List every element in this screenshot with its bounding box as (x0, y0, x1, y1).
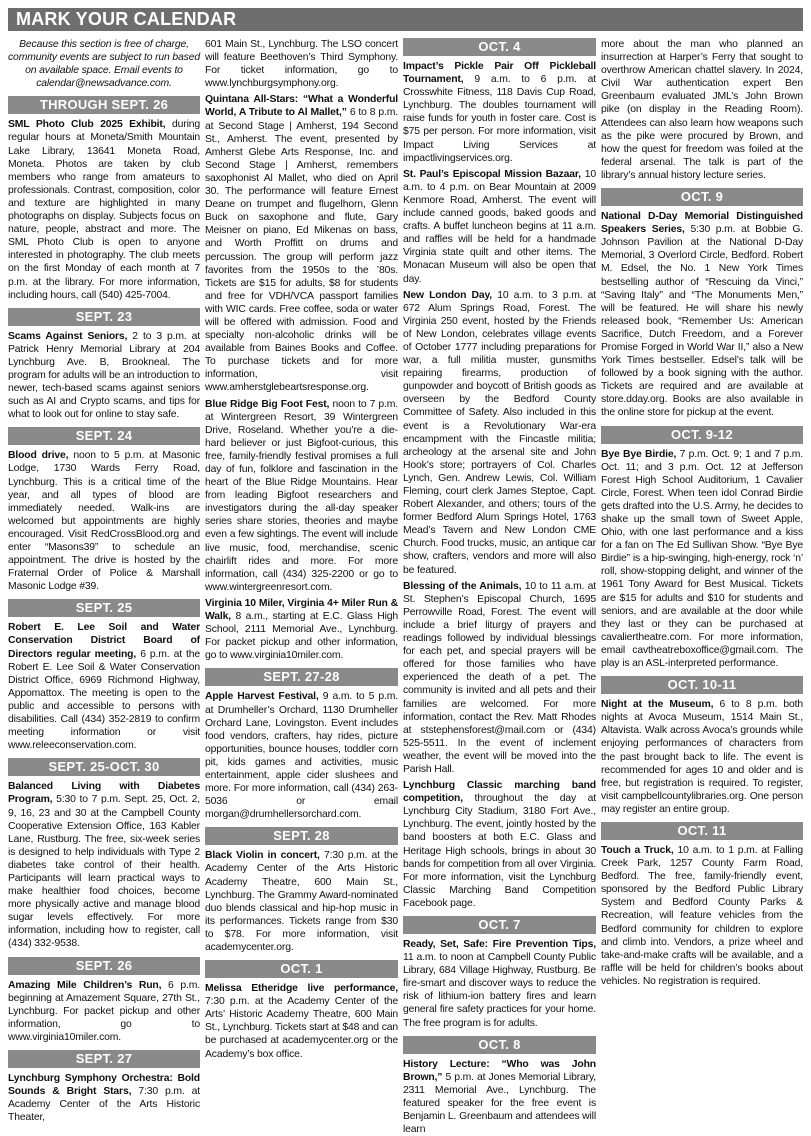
event-body: noon to 5 p.m. at Masonic Lodge, 1730 Wards Ferry Road, Lynchburg. This is a critical time of the year, and all types of blood are immediately needed. Walk-ins are welcomed but appointments are highly encouraged. Visit RedCrossBlood.org and enter “Masons39” to schedule an appointment. The drive is hosted by the Fraternal Order of Police & Marshall Masonic Lodge #39. (8, 450, 200, 593)
date-band: SEPT. 28 (205, 827, 398, 845)
event-listing (601, 448, 803, 671)
event-body: 6 to 8 p.m. at Second Stage | Amherst, 194 Second St., Amherst. The event, presented by Amherst Glebe Arts Response, Inc. and Second Stage | Amherst, remembers saxophonist Al Mallet, who died on April 30. The performance will feature Ernest Deane on trumpet and flugelhorn, Glenn Buck on saxophone and flute, Gary Meisner on piano, Ed Mikenas on bass, and Worth Proffitt on drums and percussion. The group will perform jazz favorites from the 1950s to the ’80s. Tickets are $15 for adults, $8 for students and free for VDH/VCA passport families with WIC cards. Free coffee, soda or water will be offered with admission. Food and specialty non-alcoholic drinks will be available from Baines Books and Coffee. To purchase tickets and for more information, visit www.amherstglebeartsresponse.org. (205, 107, 398, 394)
event-title: Ready, Set, Safe: Fire Prevention Tips, (403, 939, 596, 950)
event-body: 5 p.m. at Jones Memorial Library, 2311 Memorial Ave., Lynchburg. The featured speaker for the free event is Benjamin L. Greenbaum and attendees will learn (403, 1071, 596, 1136)
event-listing (205, 398, 398, 594)
column-3 (403, 38, 596, 1136)
event-body: 5:30 to 7 p.m. Sept. 25, Oct. 2, 9, 16, 23 and 30 at the Campbell County Cooperative Extension Office, 163 Kabler Lane, Rustburg. The free, six-week series is designed to help individuals with Type 2 diabetes take control of their health. Participants will learn practical ways to make healthier food choices, become more physically active and manage blood sugar levels effectively. For more information, including how to register, call (434) 332-9538. (8, 794, 200, 950)
event-body: 8 a.m., starting at E.C. Glass High School, 2111 Memorial Ave., Lynchburg. For packet pickup and other information, go to www.virginia10miler.com. (205, 611, 398, 662)
event-title: St. Paul’s Episcopal Mission Bazaar, (403, 168, 581, 180)
event-title: Robert E. Lee Soil and Water Conservation District Board of Directors regular meeting, (8, 622, 200, 660)
event-body: 10 a.m. to 3 p.m. at 672 Alum Springs Road, Forest. The Virginia 250 event, hosted by the Friends of New London, celebrates village events of October 1777 including preparations for war, a full militia muster, gunsmiths repairing firearms, production of gunpowder and boycott of British goods as overseen by the Bedford County Committee of Safety. Also included in this event is a Revolutionary War-era encampment with the Fincastle militia; archeology at the arsenal site and John Hook’s store; portrayers of Col. Charles Lynch, Gen. Andrew Lewis, Col. William Fleming, court clerk James Steptoe, Capt. Robert Alexander, and others; tours of the former Bedford Alum Springs Hotel, 1763 Mead’s Tavern and New London CME Church. Food trucks, music, an antique car show, crafters, vendors and more will also be featured. (403, 289, 596, 576)
date-band: OCT. 4 (403, 38, 596, 56)
event-body: more about the man who planned an insurrection at Harper’s Ferry that sought to overthrow American chattel slavery. In 2024, Civil War authentication expert Ben Greenbaum evaluated JML’s John Brown pike (on display in the Reading Room). Attendees can also learn how weapons such as the pike were procured by Brown, and how the quest for freedom was foiled at the federal arsenal. The talk is part of the library’s annual history lecture series. (601, 39, 803, 181)
event-listing (8, 1072, 200, 1124)
event-listing (601, 210, 803, 420)
event-listing (403, 168, 596, 286)
event-title: Apple Harvest Festival, (205, 691, 319, 703)
event-title: Quintana All-Stars: “What a Wonderful World, A Tribute to Al Mallet,” (205, 94, 398, 119)
event-title: Virginia 10 Miler, Virginia 4+ Miler Run & Walk, (205, 597, 398, 623)
date-band: OCT. 8 (403, 1036, 596, 1054)
event-listing (403, 289, 596, 577)
date-band: OCT. 1 (205, 960, 398, 978)
event-listing (403, 1058, 596, 1136)
date-band: OCT. 9-12 (601, 426, 803, 444)
date-band: SEPT. 25-OCT. 30 (8, 758, 200, 776)
event-listing (403, 60, 596, 165)
event-listing (205, 38, 398, 90)
date-band: SEPT. 26 (8, 957, 200, 975)
event-body: during regular hours at Moneta/Smith Mountain Lake Library, 13641 Moneta Road, Moneta. Photos are taken by club members who range from amateurs to professionals. Contrast, composition, color and texture are highlighted in many photographs on display. Subjects focus on nature, people, abstract and more. The SML Photo Club is open to anyone interested in photography. The club meets on the first Monday of each month at 7 p.m. at the library. For more information, including hours, call (540) 425-7004. (8, 119, 200, 301)
event-listing (8, 780, 200, 950)
event-title: Touch a Truck, (601, 844, 674, 856)
event-title: Amazing Mile Children’s Run, (8, 979, 162, 991)
event-body: 6 p.m. at the Robert E. Lee Soil & Water Conservation District Office, 6969 Richmond Highway, Appomattox. The meeting is open to the public and accessible to persons with disabilities. Call (434) 352-2819 to confirm meeting information or visit www.releeconservation.com. (8, 648, 201, 752)
event-body: 7:30 p.m. at the Academy Center of the Arts’ Historic Academy Theatre, 600 Main St., Lynchburg. Tickets start at $48 and can be purchased at academycenter.org or the Academy’s box office. (205, 996, 398, 1060)
event-body: 601 Main St., Lynchburg. The LSO concert will feature Beethoven’s Third Symphony. For ticket information, go to www.lynchburgsymphony.org. (205, 39, 398, 90)
event-body: 10 a.m. to 1 p.m. at Falling Creek Park, 1257 County Farm Road, Bedford. The free, family-friendly event, sponsored by the Bedford Public Library System and Bedford County Parks & Recreation, will feature vehicles from the Bedford community for children to explore and climb into. Vendors, a prize wheel and take-and-make crafts will be available, and a raffle will be held for children’s books about vehicles. No registration is required. (601, 844, 803, 987)
section-header: MARK YOUR CALENDAR (8, 8, 803, 31)
event-title: Scams Against Seniors, (8, 330, 128, 342)
event-body: 9 a.m. to 6 p.m. at Crosswhite Fitness, 118 Davis Cup Road, Lynchburg. The doubles tournament will raise funds for youth in foster care. Cost is $75 per person. For more information, visit Impact Living Services at impactlivingservices.org. (403, 74, 596, 164)
event-listing (205, 690, 398, 821)
event-listing (601, 844, 803, 988)
event-listing (205, 597, 398, 662)
date-band: SEPT. 23 (8, 308, 200, 326)
event-listing (403, 779, 596, 910)
event-title: Lynchburg Classic marching band competition, (403, 780, 596, 805)
event-body: 10 to 11 a.m. at St. Stephen’s Episcopal Church, 1695 Perrowville Road, Forest. The event will include a brief liturgy of prayers and readings followed by individual blessings for each pet, and special prayers will be offered for those families who have experienced the death of a pet. The community is invited and all pets and their families are welcomed. For more information, contact the Rev. Matt Rhodes at ststephensforest@mail.com or (434) 525-5511. In the event of inclement weather, the event will be moved into the Parish Hall. (403, 580, 596, 775)
event-listing (8, 330, 200, 422)
event-listing (205, 982, 398, 1061)
event-listing (8, 979, 200, 1044)
event-body: 6 p.m. beginning at Amazement Square, 27th St., Lynchburg. For packet pickup and other information, go to www.virginia10miler.com. (8, 979, 200, 1043)
date-band: OCT. 11 (601, 822, 803, 840)
event-body: 7:30 p.m. at the Academy Center of the Arts Historic Academy Theatre, 600 Main St., Lynchburg. The Grammy Award-nominated duo blends classical and hip-hop music in its performances. Tickets range from $30 to $78. For more information, visit academycenter.org. (205, 850, 398, 953)
event-body: 11 a.m. to noon at Campbell County Public Library, 684 Village Highway, Rustburg. Be fire-smart and discover ways to reduce the risk of lithium-ion battery fires and learn general fire safety practices for your home. The free program is for adults. (403, 952, 596, 1029)
event-title: Blessing of the Animals, (403, 580, 522, 592)
event-body: 9 a.m. to 5 p.m. at Drumheller’s Orchard, 1130 Drumheller Orchard Lane, Lovingston. Event includes food vendors, crafters, hay rides, picture opportunities, bounce houses, toddler corn pit, kids games and activities, music entertainment, apple cider slushees and more. For more information, call (434) 263-5036 or email morgan@drumhellersorchard.com. (205, 691, 398, 821)
column-4 (601, 38, 803, 1069)
event-listing (8, 621, 200, 752)
event-body: 10 a.m. to 4 p.m. on Bear Mountain at 2009 Kenmore Road, Amherst. The event will include canned goods, baked goods and crafts. A buffet luncheon begins at 11 a.m. and raffles will be held for a handmade Virginia state quilt and other items. The Monacan Museum will also be open that day. (403, 168, 596, 285)
date-band: SEPT. 27-28 (205, 668, 398, 686)
event-listing (601, 38, 803, 182)
date-band: OCT. 10-11 (601, 676, 803, 694)
date-band: OCT. 7 (403, 916, 596, 934)
event-body: throughout the day at Lynchburg City Stadium, 3180 Fort Ave., Lynchburg. The event, jointly hosted by the band boosters at both E.C. Glass and Heritage High schools, brings in about 30 bands for competition from all over Virginia. For more information, visit the Lynchburg Classic Marching Band Competition Facebook page. (403, 793, 596, 909)
event-listing (8, 118, 200, 301)
event-body: 5:30 p.m. at Bobbie G. Johnson Pavilion at the National D-Day Memorial, 3 Overlord Circle, Bedford. Robert M. Edsel, the No. 1 New York Times bestselling author of “Rescuing da Vinci,” “Saving Italy” and “The Monuments Men,” will be featured. He will share his newly released book, “Remember Us: American Sacrifice, Dutch Freedom, and a Forever Promise Forged in World War II,” also a New York Times bestseller. Edsel’s talk will be followed by a book signing with the author. Tickets are required and are available at store.dday.org. Books are also available in the online store for pickup at the event. (601, 224, 804, 419)
event-title: Black Violin in concert, (205, 850, 320, 862)
event-title: Bye Bye Birdie, (601, 448, 677, 460)
event-title: Night at the Museum, (601, 699, 714, 711)
event-listing (403, 580, 596, 776)
date-band: SEPT. 24 (8, 427, 200, 445)
event-title: National D-Day Memorial Distinguished Speakers Series, (601, 211, 803, 236)
event-title: SML Photo Club 2025 Exhibit, (8, 119, 166, 131)
event-body: 7:30 p.m. at Academy Center of the Arts Historic Theater, (8, 1086, 200, 1124)
event-title: Balanced Living with Diabetes Program, (8, 781, 200, 806)
event-listing (205, 93, 398, 394)
event-title: Melissa Etheridge live performance, (205, 983, 398, 995)
date-band: THROUGH SEPT. 26 (8, 96, 200, 114)
date-band: SEPT. 27 (8, 1050, 200, 1068)
event-body: noon to 7 p.m. at Wintergreen Resort, 39 Wintergreen Drive, Roseland. Whether you’re a die-hard believer or just Bigfoot-curious, this free, family-friendly festival promises a full day of fun, folklore and fascination in the heart of the Blue Ridge Mountains. Hear from leading Bigfoot researchers and investigators during the all-day speaker series share stories, theories and maybe even a few sightings. The event will include live music, food, merchandise, scenic chairlift rides and more. For more information, call (434) 325-2200 or go to www.wintergreenresort.com. (205, 398, 398, 593)
date-band: OCT. 9 (601, 188, 803, 206)
event-title: Blood drive, (8, 450, 69, 462)
event-listing (601, 698, 803, 816)
event-title: History Lecture: “Who was John Brown,” (403, 1058, 596, 1083)
event-body: 2 to 3 p.m. at Patrick Henry Memorial Library at 204 Lynchburg Ave. B, Brookneal. The program for adults will be an introduction to newer, tech-based scams against seniors such as AI and Crypto scams, and tips for what to look out for online to stay safe. (8, 330, 201, 421)
event-title: Lynchburg Symphony Orchestra: Bold Sounds & Bright Stars, (8, 1073, 200, 1098)
date-band: SEPT. 25 (8, 599, 200, 617)
column-2 (205, 38, 398, 1069)
intro-note: Because this section is free of charge, community events are subject to run based on available space. Email events to calendar@newsadvance.com. (8, 39, 200, 90)
column-1 (8, 38, 201, 1124)
event-body: 7 p.m. Oct. 9; 1 and 7 p.m. Oct. 11; and 3 p.m. Oct. 12 at Jefferson Forest High School Auditorium, 1 Cavalier Circle, Forest. When teen idol Conrad Birdie gets drafted into the U.S. Army, he decides to shake up the small town of Sweet Apple, Ohio, with one last performance and a kiss for a fan on The Ed Sullivan Show. “Bye Bye Birdie” is a hip-swinging, high-energy, rock ‘n’ roll, show-stopping delight, and winner of the 1961 Tony Award for Best Musical. Tickets are $15 for adults and $10 for students and seniors, and are available at the door while they last or they can be purchased at cavaliertheatre.com. For more information, email cavtheatreboxoffice@gmail.com. The play is an ASL-interpreted performance. (601, 448, 804, 670)
event-listing (403, 938, 596, 1030)
event-body: 6 to 8 p.m. both nights at Avoca Museum, 1514 Main St., Altavista. Walk across Avoca’s grounds while enjoying performances of characters from the past brought back to life. The event is recommended for ages 10 and older and is free, but registration is required. To register, visit campbellcountylibraries.org. One person may register an entire group. (601, 699, 803, 815)
event-listing (205, 849, 398, 954)
event-title: New London Day, (403, 289, 493, 301)
event-listing (8, 449, 200, 593)
event-title: Blue Ridge Big Foot Fest, (205, 398, 330, 410)
event-title: Impact’s Pickle Pair Off Pickleball Tournament, (403, 61, 596, 86)
